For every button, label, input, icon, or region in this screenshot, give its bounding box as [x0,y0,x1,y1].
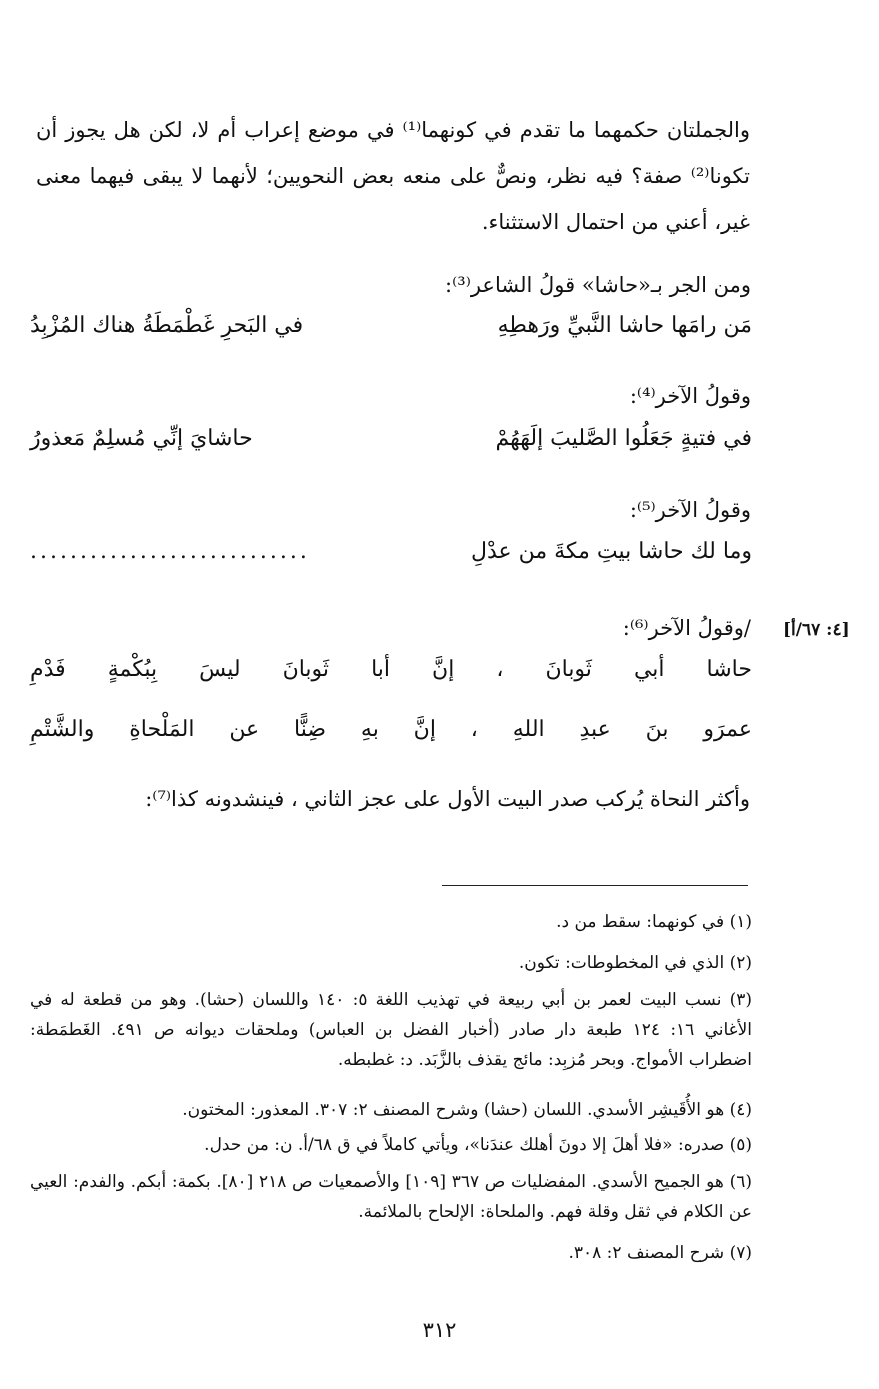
verse-word: إنَّ [413,717,436,742]
verse-word: ضِنًّا [294,717,327,742]
verse-2-first-hemistich: في فتيةٍ جَعَلُوا الصَّليبَ إلَهَهُمْ [495,426,752,451]
verse-word: ثَوبانَ [282,657,330,682]
verse-word: ، [496,657,504,682]
verse-word: أبا [371,657,391,682]
verse-word: فَدْمِ [30,657,66,682]
verse-word: حاشا [706,657,752,682]
manuscript-folio-marker: [٤: ٦٧/أ] [783,620,850,640]
verse-word: ، [470,717,478,742]
paragraph-intro: والجملتان حكمهما ما تقدم في كونهما⁽¹⁾ في موضع إعراب أم لا، لكن هل يجوز أن تكونا⁽²⁾ صفة؟ فيه نظر، ونصٌّ على منعه بعض النحويين؛ لأنهما لا يبقى فيهما معنى غير، أعني من احتمال الاستثناء. [36,118,750,234]
verse-4-line-1 [30,648,752,692]
verse-word: ثَوبانَ [545,657,592,682]
footnote-6: (٦) هو الجميح الأسدي. المفضليات ص ٣٦٧ [١٠٩] والأصمعيات ص ٢١٨ [٨٠]. بكمة: أبكم. والفدم: العيي عن الكلام في ثقل وقلة فهم. والملحاة: الإلحاح بالملائمة. [30,1172,752,1222]
verse-1-first-hemistich: مَن رامَها حاشا النَّبيِّ ورَهطِهِ [497,313,752,338]
footnote-1: (١) في كونهما: سقط من د. [556,912,752,932]
verse-word: ليسَ [199,657,241,682]
verse-3-missing-hemistich: ............................ [30,539,310,564]
verse-1 [30,304,752,348]
footnote-7: (٧) شرح المصنف ٢: ٣٠٨. [568,1243,752,1263]
footnote-3: (٣) نسب البيت لعمر بن أبي ربيعة في تهذيب اللغة ٥: ١٤٠ واللسان (حشا). وهو من قطعة له في الأغاني ١٦: ١٢٤ طبعة دار صادر (أخبار الفضل بن العباس) وملحقات ديوانه ص ٤٩١. الغَطمَطة: اضطراب الأمواج. وبحر مُزبِد: مائج يقذف بالزَّبَد. د: غطبطه. [30,990,752,1070]
verse-word: عن [229,717,260,742]
verse-word: والشَّتْمِ [30,717,95,742]
quote-intro-4: /وقولُ الآخر⁽⁶⁾: [622,616,751,640]
verse-2-second-hemistich: حاشايَ إنِّي مُسلِمٌ مَعذورُ [30,426,253,451]
verse-3-first-hemistich: وما لك حاشا بيتِ مكةَ من عدْلِ [470,539,752,564]
verse-word: عمرَو [703,717,752,742]
footnote-5: (٥) صدره: «فلا أهلَ إلا دونَ أهلك عندَنا»، ويأتي كاملاً في ق ٦٨/أ. ن: من حدل. [204,1135,752,1155]
verse-word: إنَّ [432,657,455,682]
quote-intro-3: وقولُ الآخر⁽⁵⁾: [629,498,751,522]
verse-word: عبدِ [579,717,611,742]
verse-word: بنَ [645,717,669,742]
verse-word: المَلْحاةِ [129,717,195,742]
quote-intro-1: ومن الجر بـ«حاشا» قولُ الشاعر⁽³⁾: [445,273,751,297]
quote-intro-2: وقولُ الآخر⁽⁴⁾: [629,384,751,408]
footnote-separator [442,885,748,886]
footnote-4: (٤) هو الأُقَيشِر الأسدي. اللسان (حشا) وشرح المصنف ٢: ٣٠٧. المعذور: المختون. [182,1100,752,1120]
verse-word: أبي [633,657,665,682]
verse-word: بِبُكْمةٍ [107,657,158,682]
verse-word: بهِ [360,717,379,742]
verse-word: اللهِ [512,717,545,742]
footnote-2: (٢) الذي في المخطوطات: تكون. [518,953,752,973]
verse-4-line-2 [30,708,752,752]
verse-3 [30,530,752,574]
paragraph-grammarians: وأكثر النحاة يُركب صدر البيت الأول على عجز الثاني ، فينشدونه كذا⁽⁷⁾: [145,787,750,811]
verse-1-second-hemistich: في البَحرِ غَطْمَطَةُ هناك المُزْبِدُ [30,313,304,338]
page-number: ٣١٢ [422,1318,457,1342]
verse-2 [30,417,752,461]
